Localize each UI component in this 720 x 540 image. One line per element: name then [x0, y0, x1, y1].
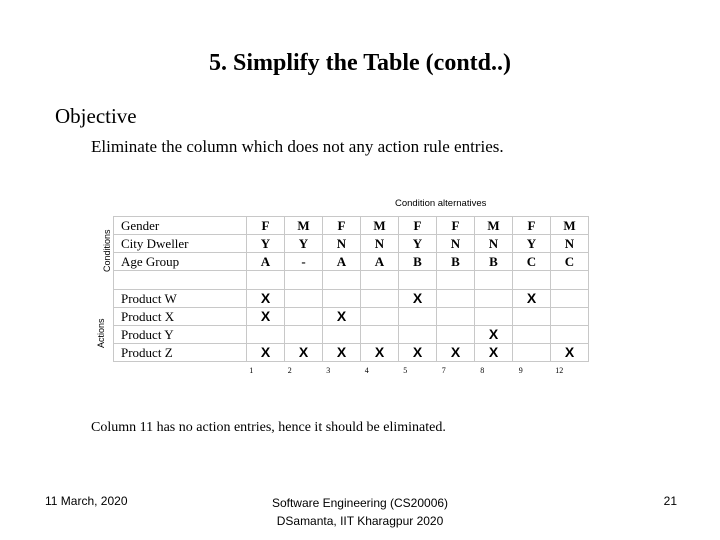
table-cell: F: [399, 217, 437, 235]
table-cell: Y: [513, 235, 551, 253]
table-cell: F: [323, 217, 361, 235]
table-cell: [551, 271, 589, 290]
table-cell: [361, 271, 399, 290]
table-cell: B: [437, 253, 475, 271]
table-cell: X: [475, 344, 513, 362]
table-cell: X: [323, 344, 361, 362]
table-row: [114, 344, 589, 362]
table-cell: [513, 271, 551, 290]
table-cell: [551, 308, 589, 326]
column-number: 2: [287, 366, 292, 375]
table-row: [114, 253, 589, 271]
table-cell: [475, 271, 513, 290]
table-cell: [551, 290, 589, 308]
table-cell: [323, 326, 361, 344]
table-cell: X: [399, 290, 437, 308]
table-cell: [437, 271, 475, 290]
row-label: Product X: [114, 308, 247, 326]
table-cell: -: [285, 253, 323, 271]
footer-date: 11 March, 2020: [45, 494, 128, 508]
footer-course-line2: DSamanta, IIT Kharagpur 2020: [276, 514, 444, 528]
table-cell: Y: [399, 235, 437, 253]
column-number: 12: [555, 366, 564, 375]
table-cell: N: [323, 235, 361, 253]
table-cell: C: [551, 253, 589, 271]
decision-table: [113, 216, 589, 362]
column-number: 8: [480, 366, 485, 375]
column-number: 4: [364, 366, 369, 375]
row-label: Product Z: [114, 344, 247, 362]
table-cell: M: [285, 217, 323, 235]
conditions-side-label: Conditions: [102, 229, 112, 272]
column-numbers: [232, 366, 579, 375]
table-cell: X: [551, 344, 589, 362]
table-cell: F: [513, 217, 551, 235]
table-cell: X: [475, 326, 513, 344]
table-cell: B: [399, 253, 437, 271]
table-cell: X: [247, 308, 285, 326]
table-cell: X: [247, 344, 285, 362]
table-cell: [247, 326, 285, 344]
table-cell: [323, 290, 361, 308]
table-cell: F: [247, 217, 285, 235]
table-row: [114, 326, 589, 344]
table-cell: [361, 326, 399, 344]
column-number: 5: [403, 366, 408, 375]
table-cell: [247, 271, 285, 290]
row-label: Product W: [114, 290, 247, 308]
table-cell: [437, 290, 475, 308]
table-cell: [437, 326, 475, 344]
table-cell: [513, 308, 551, 326]
elimination-note: Column 11 has no action entries, hence it should be eliminated.: [91, 420, 446, 435]
table-cell: N: [437, 235, 475, 253]
footer-course-line1: Software Engineering (CS20006): [271, 496, 449, 510]
condition-alternatives-label: Condition alternatives: [395, 198, 487, 209]
table-cell: Y: [285, 235, 323, 253]
table-cell: [399, 326, 437, 344]
table-cell: [323, 271, 361, 290]
slide-title: 5. Simplify the Table (contd..): [208, 50, 512, 76]
table-cell: [399, 308, 437, 326]
table-row: [114, 271, 589, 290]
row-label: Age Group: [114, 253, 247, 271]
table-cell: X: [285, 344, 323, 362]
row-label: [114, 271, 247, 290]
table-cell: Y: [247, 235, 285, 253]
table-row: [114, 217, 589, 235]
table-cell: F: [437, 217, 475, 235]
table-cell: C: [513, 253, 551, 271]
table-cell: [513, 326, 551, 344]
row-label: Product Y: [114, 326, 247, 344]
table-cell: X: [323, 308, 361, 326]
table-cell: N: [475, 235, 513, 253]
table-cell: [513, 344, 551, 362]
table-cell: [361, 308, 399, 326]
objective-heading: Objective: [55, 104, 137, 128]
row-label: Gender: [114, 217, 247, 235]
table-cell: [361, 290, 399, 308]
table-row: [114, 308, 589, 326]
table-cell: N: [551, 235, 589, 253]
footer-page-number: 21: [663, 494, 677, 508]
objective-text: Eliminate the column which does not any action rule entries.: [91, 137, 504, 156]
table-row: [114, 290, 589, 308]
table-cell: [285, 290, 323, 308]
table-cell: [437, 308, 475, 326]
table-cell: [285, 308, 323, 326]
actions-side-label: Actions: [96, 318, 106, 348]
row-label: City Dweller: [114, 235, 247, 253]
table-cell: [475, 290, 513, 308]
column-number: 1: [249, 366, 254, 375]
table-cell: B: [475, 253, 513, 271]
table-cell: M: [551, 217, 589, 235]
table-cell: X: [247, 290, 285, 308]
table-cell: [475, 308, 513, 326]
table-cell: [285, 271, 323, 290]
footer-course: [240, 494, 480, 530]
table-cell: A: [247, 253, 285, 271]
column-number: 3: [326, 366, 331, 375]
table-cell: [399, 271, 437, 290]
table-cell: X: [513, 290, 551, 308]
table-row: [114, 235, 589, 253]
table-cell: A: [361, 253, 399, 271]
table-cell: X: [361, 344, 399, 362]
column-number: 7: [441, 366, 446, 375]
table-cell: M: [361, 217, 399, 235]
table-cell: [285, 326, 323, 344]
table-cell: A: [323, 253, 361, 271]
table-cell: N: [361, 235, 399, 253]
table-cell: X: [437, 344, 475, 362]
table-cell: [551, 326, 589, 344]
column-number: 9: [518, 366, 523, 375]
table-cell: X: [399, 344, 437, 362]
table-cell: M: [475, 217, 513, 235]
